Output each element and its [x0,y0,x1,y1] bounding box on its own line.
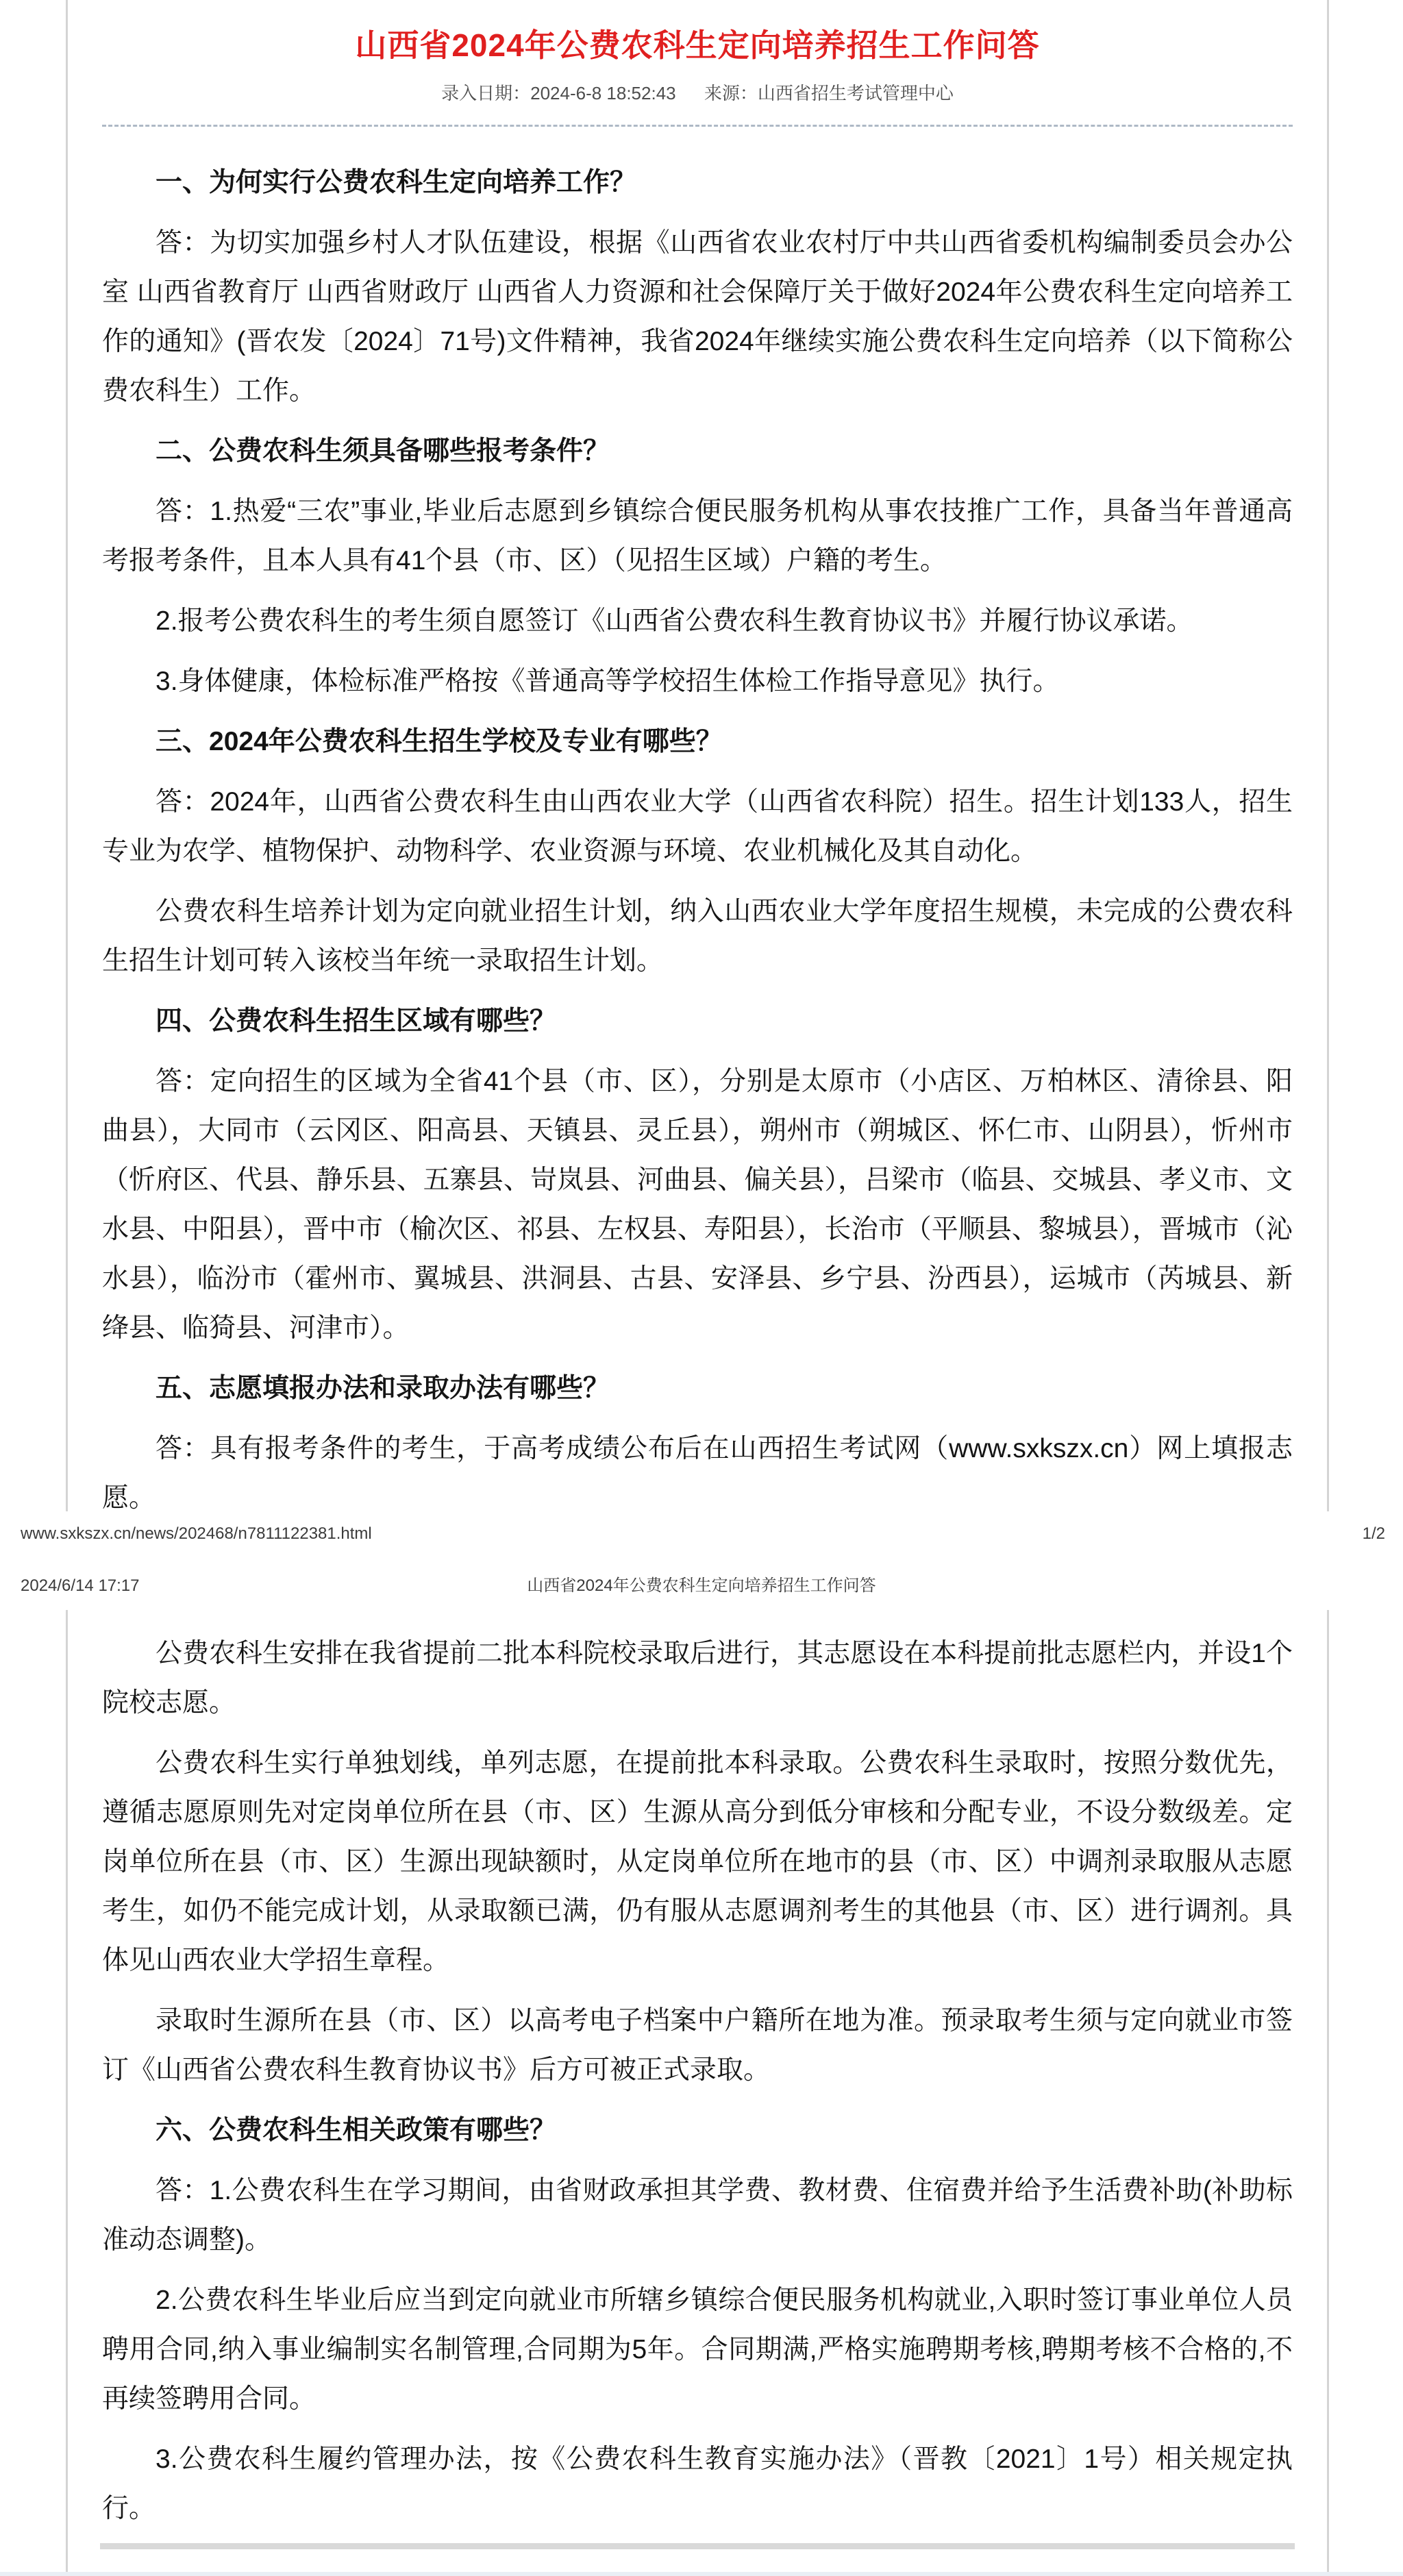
article-title: 山西省2024年公费农科生定向培养招生工作问答 [355,27,1040,63]
question-heading: 二、公费农科生须具备哪些报考条件？ [156,436,610,466]
answer-paragraph: 3.公费农科生履约管理办法，按《公费农科生教育实施办法》（晋教〔2021〕1号）相关规定执行。 [102,2444,1293,2523]
footer-source-url: www.sxkszx.cn/news/202468/n7811122381.html [21,1524,372,1543]
answer-paragraph: 公费农科生实行单独划线，单列志愿，在提前批本科录取。公费农科生录取时，按照分数优先，遵循志愿原则先对定岗单位所在县（市、区）生源从高分到低分审核和分配专业，不设分数级差。定岗单位所在县（市、区）生源出现缺额时，从定岗单位所在地市的县（市、区）中调剂录取服从志愿考生，如仍不能完成计划，从录取额已满，仍有服从志愿调剂考生的其他县（市、区）进行调剂。具体见山西农业大学招生章程。 [102,1748,1293,1975]
article-meta [102,82,1293,104]
article-end-bar [100,2543,1295,2549]
answer-paragraph: 录取时生源所在县（市、区）以高考电子档案中户籍所在地为准。预录取考生须与定向就业市签订《山西省公费农科生教育协议书》后方可被正式录取。 [102,2006,1293,2085]
answer-paragraph: 公费农科生培养计划为定向就业招生计划，纳入山西农业大学年度招生规模，未完成的公费农科生招生计划可转入该校当年统一录取招生计划。 [102,897,1293,976]
document-page-1 [66,0,1329,1511]
question-heading: 五、志愿填报办法和录取办法有哪些？ [156,1374,610,1403]
question-heading: 三、2024年公费农科生招生学校及专业有哪些？ [156,727,723,756]
page-2-content [102,1610,1293,2534]
header-datetime: 2024/6/14 17:17 [21,1576,140,1595]
print-header [0,1576,1403,1596]
document-page-2 [66,1610,1329,2576]
answer-paragraph: 答：2024年，山西省公费农科生由山西农业大学（山西省农科院）招生。招生计划133人，招生专业为农学、植物保护、动物科学、农业资源与环境、农业机械化及其自动化。 [102,787,1293,866]
page-1-content [102,0,1293,1523]
question-heading: 一、为何实行公费农科生定向培养工作？ [156,168,637,197]
window-bottom-strip [0,2572,1403,2576]
answer-paragraph: 答：定向招生的区域为全省41个县（市、区），分别是太原市（小店区、万柏林区、清徐县、阳曲县），大同市（云冈区、阳高县、天镇县、灵丘县），朔州市（朔城区、怀仁市、山阴县），忻州市（忻府区、代县、静乐县、五寨县、岢岚县、河曲县、偏关县），吕梁市（临县、交城县、孝义市、文水县、中阳县），晋中市（榆次区、祁县、左权县、寿阳县），长治市（平顺县、黎城县），晋城市（沁水县），临汾市（霍州市、翼城县、洪洞县、古县、安泽县、乡宁县、汾西县），运城市（芮城县、新绛县、临猗县、河津市）。 [102,1067,1293,1343]
answer-paragraph: 3.身体健康，体检标准严格按《普通高等学校招生体检工作指导意见》执行。 [156,667,1060,696]
answer-paragraph: 答：为切实加强乡村人才队伍建设，根据《山西省农业农村厅中共山西省委机构编制委员会办公室 山西省教育厅 山西省财政厅 山西省人力资源和社会保障厅关于做好2024年公费农科生定向培养工作的通知》(晋农发〔2024〕71号)文件精神，我省2024年继续实施公费农科生定向培养（以下简称公费农科生）工作。 [102,228,1293,406]
question-heading: 四、公费农科生招生区域有哪些？ [156,1006,557,1036]
answer-paragraph: 答：具有报考条件的考生，于高考成绩公布后在山西招生考试网（www.sxkszx.cn）网上填报志愿。 [102,1434,1293,1513]
qa-section-page-1 [102,127,1293,1523]
answer-paragraph: 答：1.公费农科生在学习期间，由省财政承担其学费、教材费、住宿费并给予生活费补助(补助标准动态调整)。 [102,2176,1293,2255]
answer-paragraph: 公费农科生安排在我省提前二批本科院校录取后进行，其志愿设在本科提前批志愿栏内，并设1个院校志愿。 [102,1639,1293,1718]
answer-paragraph: 答：1.热爱“三农”事业,毕业后志愿到乡镇综合便民服务机构从事农技推广工作，具备当年普通高考报考条件，且本人具有41个县（市、区）（见招生区域）户籍的考生。 [102,497,1293,575]
answer-paragraph: 2.公费农科生毕业后应当到定向就业市所辖乡镇综合便民服务机构就业,入职时签订事业单位人员聘用合同,纳入事业编制实名制管理,合同期为5年。合同期满,严格实施聘期考核,聘期考核不合格的,不再续签聘用合同。 [102,2286,1293,2414]
entry-date: 录入日期：2024-6-8 18:52:43 [441,83,676,103]
footer-page-indicator: 1/2 [1362,1524,1385,1543]
source-label: 来源：山西省招生考试管理中心 [704,83,954,103]
question-heading: 六、公费农科生相关政策有哪些？ [156,2116,557,2145]
answer-paragraph: 2.报考公费农科生的考生须自愿签订《山西省公费农科生教育协议书》并履行协议承诺。 [156,606,1193,636]
header-article-title: 山西省2024年公费农科生定向培养招生工作问答 [527,1576,876,1595]
qa-section-page-2 [102,1610,1293,2534]
